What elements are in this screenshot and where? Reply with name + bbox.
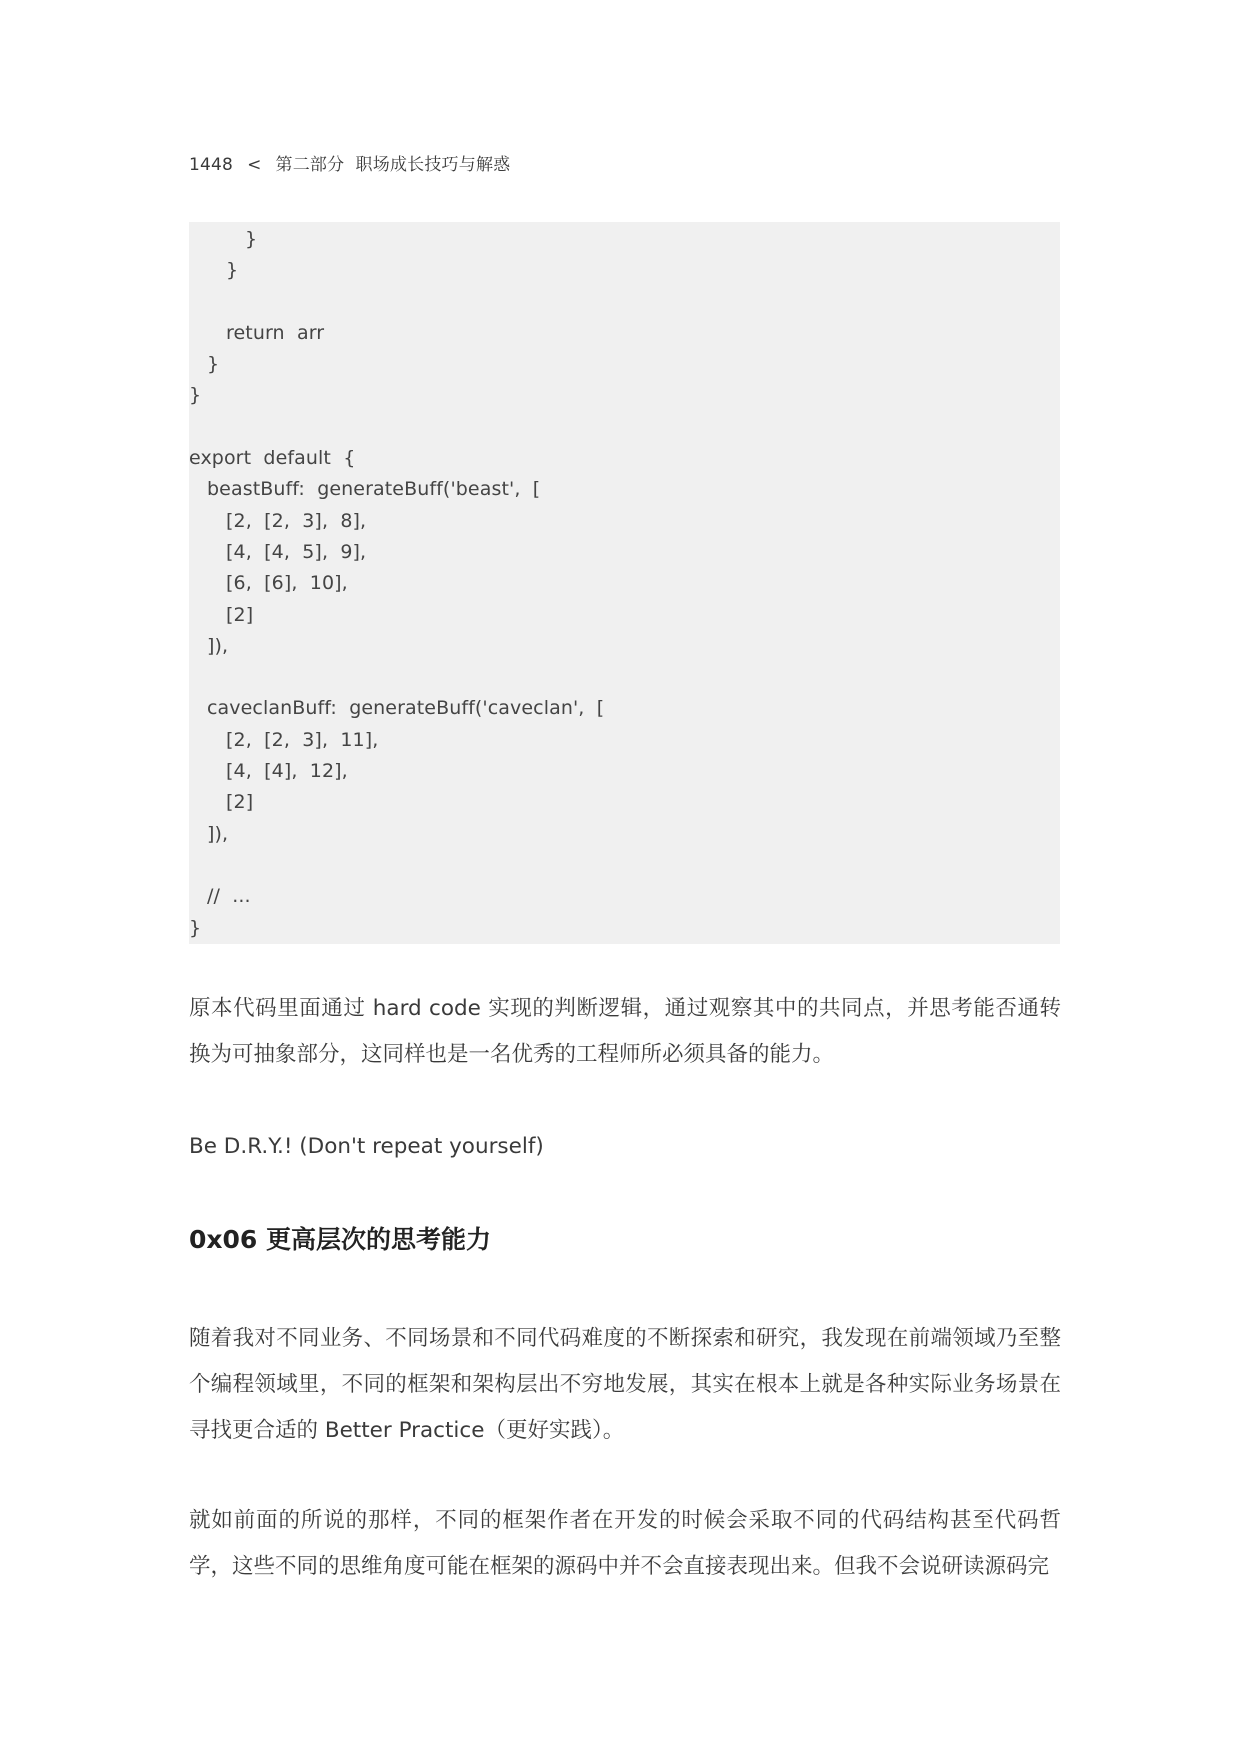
code-line: [6, [6], 10], bbox=[226, 572, 348, 595]
body-paragraph: 随着我对不同业务、不同场景和不同代码难度的不断探索和研究，我发现在前端领域乃至整个编程领域里，不同的框架和架构层出不穷地发展，其实在根本上就是各种实际业务场景在寻找更合适的 Better Practice（更好实践）。 bbox=[189, 1326, 1061, 1443]
page-header bbox=[189, 150, 510, 175]
code-line: } bbox=[189, 384, 202, 407]
body-paragraph: 就如前面的所说的那样，不同的框架作者在开发的时候会采取不同的代码结构甚至代码哲学，这些不同的思维角度可能在框架的源码中并不会直接表现出来。但我不会说研读源码完 bbox=[189, 1508, 1061, 1579]
code-line bbox=[189, 662, 1060, 693]
code-line: [2] bbox=[226, 791, 254, 814]
code-line: } bbox=[207, 353, 220, 376]
code-line: caveclanBuff: generateBuff('caveclan', [ bbox=[207, 697, 605, 720]
code-line: // ... bbox=[207, 885, 251, 908]
code-line: ]), bbox=[207, 822, 229, 845]
code-line: } bbox=[189, 916, 202, 939]
section-title: 第二部分 职场成长技巧与解惑 bbox=[275, 155, 511, 175]
section-heading: 0x06 更高层次的思考能力 bbox=[189, 1225, 492, 1254]
code-line bbox=[189, 412, 1060, 443]
code-line: [2] bbox=[226, 603, 254, 626]
code-block bbox=[189, 222, 1060, 944]
code-line bbox=[189, 287, 1060, 318]
code-line: [4, [4], 12], bbox=[226, 760, 348, 783]
code-line bbox=[189, 850, 1060, 881]
code-line: ]), bbox=[207, 634, 229, 657]
code-line: [2, [2, 3], 11], bbox=[226, 728, 379, 751]
body-paragraph: 原本代码里面通过 hard code 实现的判断逻辑，通过观察其中的共同点，并思考能否通转换为可抽象部分，这同样也是一名优秀的工程师所必须具备的能力。 bbox=[189, 996, 1061, 1067]
header-separator: < bbox=[247, 155, 262, 175]
page-number: 1448 bbox=[189, 155, 234, 175]
code-line: } bbox=[226, 259, 239, 282]
code-line: [4, [4, 5], 9], bbox=[226, 540, 367, 563]
code-line: return arr bbox=[226, 321, 325, 344]
dry-principle-line: Be D.R.Y.! (Don't repeat yourself) bbox=[189, 1134, 544, 1159]
code-line: } bbox=[245, 228, 258, 250]
code-line: beastBuff: generateBuff('beast', [ bbox=[207, 478, 541, 501]
code-line: export default { bbox=[189, 447, 356, 470]
code-line: [2, [2, 3], 8], bbox=[226, 509, 367, 532]
